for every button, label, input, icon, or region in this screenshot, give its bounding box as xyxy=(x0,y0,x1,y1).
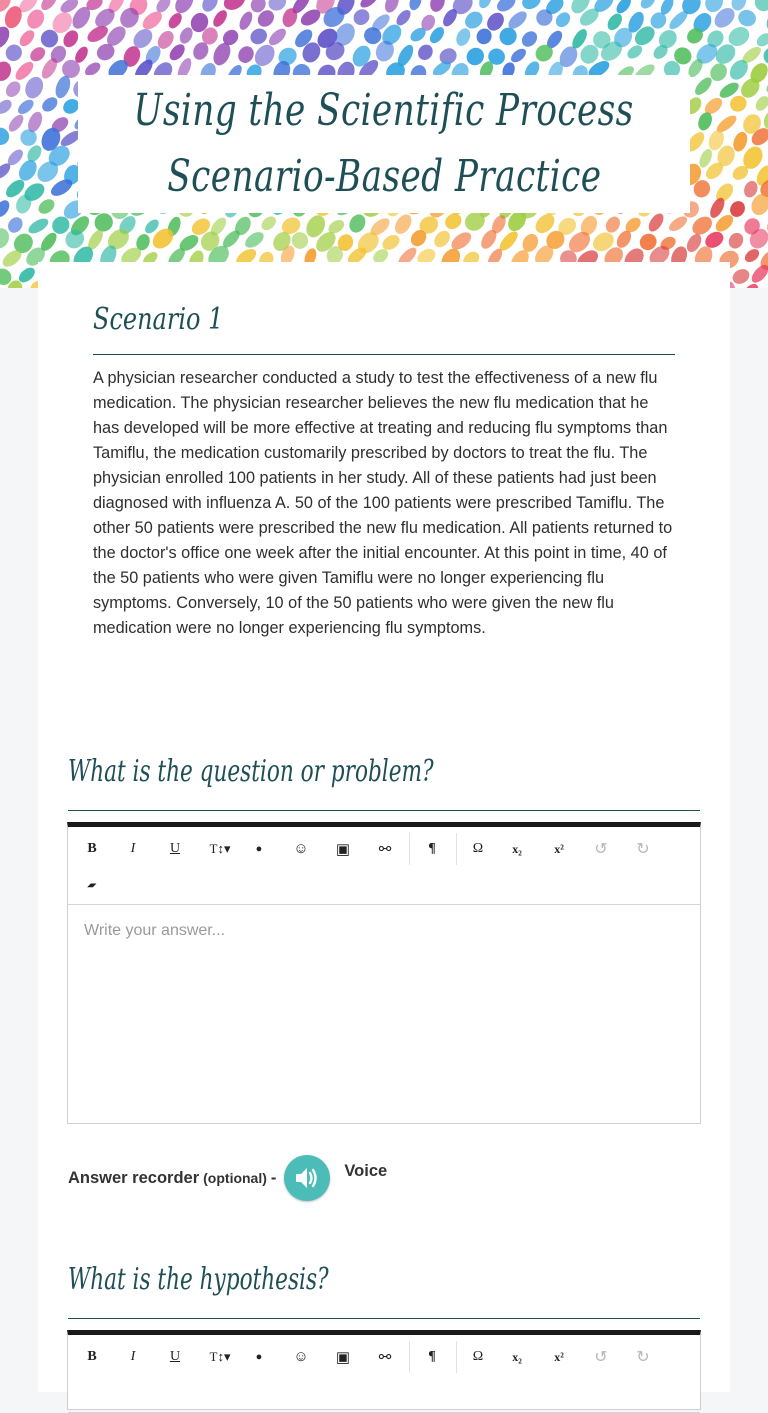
watercolor-dot xyxy=(415,42,436,63)
watercolor-dot xyxy=(346,212,368,236)
superscript-button[interactable]: x² xyxy=(554,1349,564,1364)
recorder-label: Answer recorder xyxy=(68,1168,200,1187)
watercolor-dot xyxy=(39,94,60,114)
watercolor-dot xyxy=(235,43,256,65)
watercolor-dot xyxy=(494,0,518,15)
watercolor-dot xyxy=(454,26,473,48)
redo-icon[interactable]: ↻ xyxy=(636,1349,650,1366)
emoji-icon[interactable]: ☺ xyxy=(293,840,309,857)
watercolor-dot xyxy=(407,0,423,12)
watercolor-dot xyxy=(726,230,746,251)
watercolor-dot xyxy=(166,11,185,31)
bold-button[interactable]: B xyxy=(87,841,97,856)
title-card xyxy=(78,75,690,213)
redo-icon[interactable]: ↻ xyxy=(636,841,650,858)
speaker-icon xyxy=(292,1163,322,1193)
watercolor-dot xyxy=(477,0,494,10)
watercolor-dot xyxy=(15,97,36,117)
italic-button[interactable]: I xyxy=(130,1349,136,1364)
watercolor-dot xyxy=(509,46,529,65)
recorder-optional-label: (optional) xyxy=(203,1170,267,1186)
watercolor-dot xyxy=(667,213,690,233)
editor-toolbar-2 xyxy=(68,1335,700,1413)
watercolor-dot xyxy=(761,107,768,131)
watercolor-dot xyxy=(752,0,768,15)
watercolor-dot xyxy=(27,44,47,64)
watercolor-dot xyxy=(0,97,14,117)
watercolor-dot xyxy=(692,75,714,98)
watercolor-dot xyxy=(237,10,255,32)
watercolor-dot xyxy=(749,262,768,286)
subscript-button[interactable]: x₂ xyxy=(512,1349,522,1364)
superscript-button[interactable]: x² xyxy=(554,841,564,856)
worksheet-page xyxy=(38,262,730,1392)
subscript-button[interactable]: x₂ xyxy=(512,841,522,856)
text-size-button[interactable]: T↕▾ xyxy=(209,841,231,856)
voice-record-button[interactable] xyxy=(284,1155,330,1201)
page-title-line-2: Scenario-Based Practice xyxy=(166,151,602,202)
watercolor-dot xyxy=(614,0,634,16)
watercolor-dot xyxy=(266,26,289,49)
link-icon[interactable]: ⚯ xyxy=(378,841,392,858)
image-icon[interactable]: ▣ xyxy=(335,1349,351,1366)
image-icon[interactable]: ▣ xyxy=(335,841,351,858)
answer-placeholder: Write your answer... xyxy=(84,922,226,939)
watercolor-dot xyxy=(358,0,380,10)
watercolor-dot xyxy=(17,28,37,49)
watercolor-dot xyxy=(382,0,401,15)
text-color-icon[interactable]: ● xyxy=(255,1351,263,1363)
watercolor-dot xyxy=(625,43,645,62)
question-2-editor xyxy=(67,1330,701,1410)
text-size-button[interactable]: T↕▾ xyxy=(209,1349,231,1364)
scenario-divider xyxy=(93,354,675,355)
scenario-text: A physician researcher conducted a study to test the effectiveness of a new flu medication. The physician researcher believes the new flu medication that he has developed will be more effective at treating and reducing flu symptoms than Tamiflu, the medication customarily prescribed by doctors to treat the flu. The physician enrolled 100 patients in her study. All of these patients had just been diagnosed with influenza A. 50 of the 100 patients were prescribed Tamiflu. The other 50 patients were prescribed the new flu medication. All patients returned to the doctor's office one week after the initial encounter. At this point in time, 40 of the 50 patients who were given Tamiflu were no longer experiencing flu symptoms. Conversely, 10 of the 50 patients who were given the new flu medication were no longer experiencing flu symptoms. xyxy=(93,369,673,637)
watercolor-dot xyxy=(22,74,46,101)
underline-button[interactable]: U xyxy=(169,1349,181,1364)
link-icon[interactable]: ⚯ xyxy=(378,1349,392,1366)
watercolor-dot xyxy=(199,0,221,15)
watercolor-dot xyxy=(742,246,761,264)
watercolor-dot xyxy=(3,79,24,100)
scenario-heading: Scenario 1 xyxy=(93,302,224,337)
undo-icon[interactable]: ↺ xyxy=(594,1349,608,1366)
italic-button[interactable]: I xyxy=(130,841,136,856)
paragraph-icon[interactable]: ¶ xyxy=(428,1349,436,1364)
question-1-divider xyxy=(68,810,700,811)
watercolor-dot xyxy=(764,9,768,32)
watercolor-dot xyxy=(762,281,768,288)
watercolor-dot xyxy=(638,0,658,11)
watercolor-dot xyxy=(247,25,270,47)
watercolor-dot xyxy=(736,7,759,29)
watercolor-dot xyxy=(26,216,51,237)
voice-label: Voice xyxy=(344,1161,388,1180)
watercolor-dot xyxy=(38,0,60,13)
paragraph-icon[interactable]: ¶ xyxy=(428,841,436,856)
question-1-heading: What is the question or problem? xyxy=(68,754,434,789)
answer-recorder xyxy=(68,1155,387,1201)
eraser-icon[interactable]: ▰ xyxy=(85,879,99,891)
bold-button[interactable]: B xyxy=(87,1349,97,1364)
watercolor-banner xyxy=(0,0,768,288)
watercolor-dot xyxy=(6,112,26,134)
watercolor-dot xyxy=(0,59,14,84)
watercolor-dot xyxy=(753,94,768,114)
watercolor-dot xyxy=(36,196,58,217)
watercolor-dot xyxy=(667,8,691,32)
watercolor-dot xyxy=(259,214,279,233)
watercolor-dot xyxy=(5,214,25,235)
question-2-heading: What is the hypothesis? xyxy=(68,1262,329,1297)
watercolor-dot xyxy=(211,8,230,29)
watercolor-dot xyxy=(428,0,448,14)
question-2-divider xyxy=(68,1318,700,1319)
editor-toolbar xyxy=(68,827,700,905)
recorder-dash: - xyxy=(270,1168,277,1187)
watercolor-dot xyxy=(764,77,768,96)
watercolor-dot xyxy=(603,214,623,235)
special-character-icon[interactable]: Ω xyxy=(472,1349,484,1364)
watercolor-dot xyxy=(350,6,372,28)
watercolor-dot xyxy=(519,28,540,50)
watercolor-dot xyxy=(0,198,12,220)
page-title-line-1: Using the Scientific Process xyxy=(133,85,635,136)
question-1-answer-field[interactable] xyxy=(68,905,700,1123)
special-character-icon[interactable]: Ω xyxy=(472,841,484,856)
watercolor-dot xyxy=(497,25,520,48)
underline-button[interactable]: U xyxy=(169,841,181,856)
question-1-editor xyxy=(67,822,701,1124)
watercolor-dot xyxy=(754,30,768,49)
emoji-icon[interactable]: ☺ xyxy=(293,1348,309,1365)
text-color-icon[interactable]: ● xyxy=(255,843,263,855)
undo-icon[interactable]: ↺ xyxy=(594,841,608,858)
